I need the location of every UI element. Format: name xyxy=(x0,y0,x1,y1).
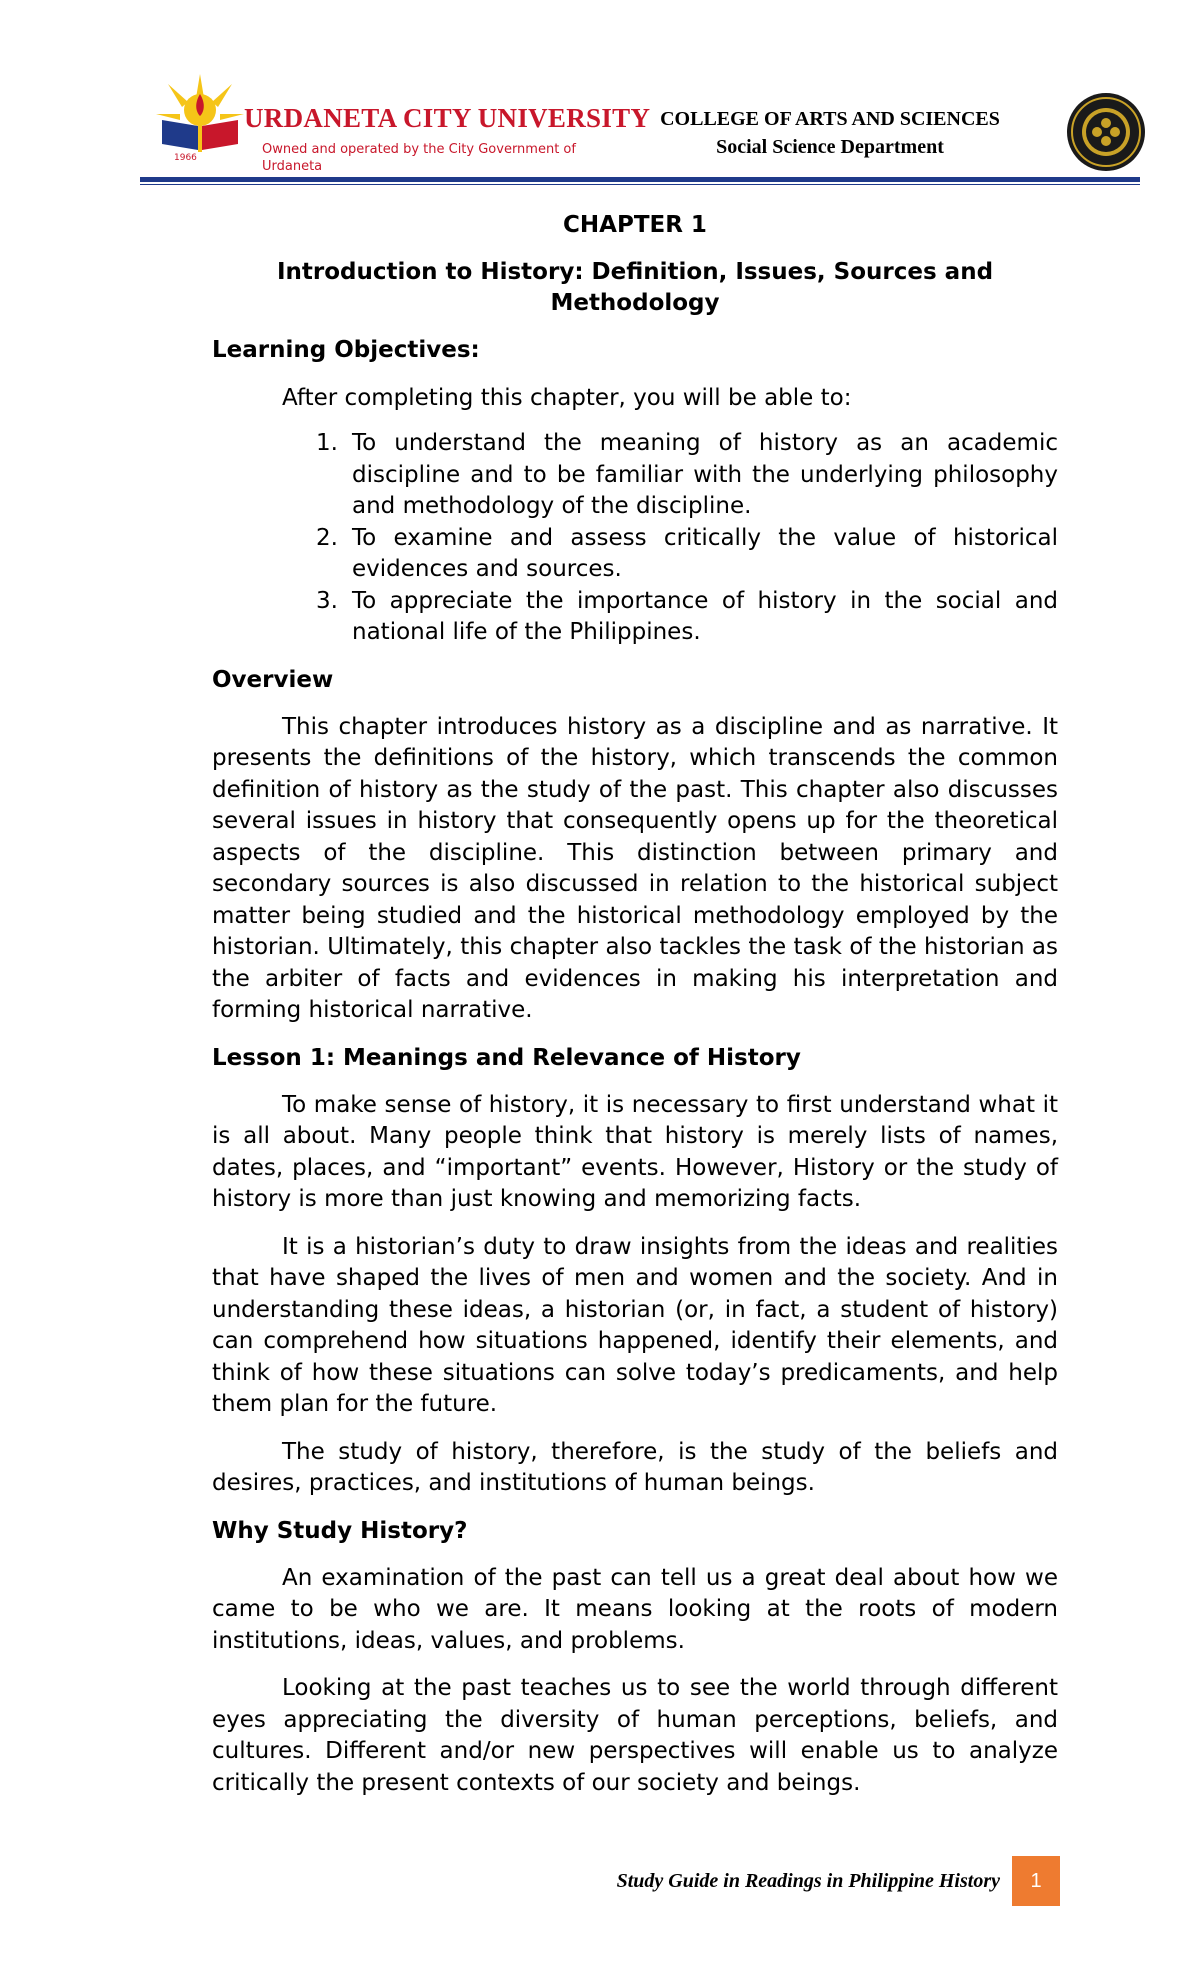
overview-heading: Overview xyxy=(212,666,334,693)
objective-number: 2. xyxy=(316,524,338,551)
lesson1-paragraph: It is a historian’s duty to draw insights from the ideas and realities that have shaped the lives of men and women and the society. And in understanding these ideas, a historian (or, in fact, a student of history) can comprehend how situations happened, identify their elements, and think of how these situations can solve today’s predicaments, and help them plan for the future. xyxy=(212,1233,1058,1417)
overview-paragraph: This chapter introduces history as a discipline and as narrative. It presents the definitions of the history, which transcends the common definition of history as the study of the past. This chapter also discusses several issues in history that consequently opens up for the theoretical aspects of the discipline. This distinction between primary and secondary sources is also discussed in relation to the historical subject matter being studied and the historical methodology employed by the historian. Ultimately, this chapter also tackles the task of the historian as the arbiter of facts and evidences in making his interpretation and forming historical narrative. xyxy=(212,713,1058,1023)
university-subtitle: Owned and operated by the City Government of Urdaneta xyxy=(262,142,576,174)
objectives-intro: After completing this chapter, you will be able to: xyxy=(282,385,852,411)
page-number: 1 xyxy=(1012,1856,1060,1906)
header-rule-thin xyxy=(140,184,1140,185)
why-study-paragraph: Looking at the past teaches us to see the world through different eyes appreciating the diversity of human perceptions, beliefs, and cultures. Different and/or new perspectives will enable us to analyze critically the present contexts of our society and beings. xyxy=(212,1675,1058,1796)
objective-number: 3. xyxy=(316,587,338,614)
objective-text: To appreciate the importance of history in the social and national life of the Philippines. xyxy=(352,587,1058,645)
chapter-label: CHAPTER 1 xyxy=(563,212,707,238)
document-body xyxy=(212,208,1058,1799)
objectives-heading: Learning Objectives: xyxy=(212,337,480,363)
university-logo xyxy=(154,72,246,164)
chapter-title: Introduction to History: Definition, Issues, Sources and Methodology xyxy=(276,259,994,316)
objective-text: To examine and assess critically the value of historical evidences and sources. xyxy=(352,524,1058,582)
objectives-list xyxy=(212,428,1058,649)
why-study-heading: Why Study History? xyxy=(212,1517,468,1544)
objective-text: To understand the meaning of history as an academic discipline and to be familiar with the underlying philosophy and methodology of the discipline. xyxy=(352,430,1058,519)
university-name: URDANETA CITY UNIVERSITY xyxy=(244,103,651,133)
header-rule xyxy=(140,177,1140,182)
page-header xyxy=(0,0,1200,190)
lesson1-paragraph: The study of history, therefore, is the study of the beliefs and desires, practices, and institutions of human beings. xyxy=(212,1438,1058,1496)
objective-number: 1. xyxy=(316,430,338,456)
lesson1-paragraph: To make sense of history, it is necessary to first understand what it is all about. Many people think that history is merely lists of names, dates, places, and “important” events. However, History or the study of history is more than just knowing and memorizing facts. xyxy=(212,1091,1058,1212)
college-seal xyxy=(1066,92,1146,172)
lesson1-heading: Lesson 1: Meanings and Relevance of History xyxy=(212,1044,801,1071)
objective-item xyxy=(316,586,1058,649)
objective-item xyxy=(316,428,1058,523)
college-name: COLLEGE OF ARTS AND SCIENCES xyxy=(660,108,1000,130)
logo-year: 1966 xyxy=(174,153,197,163)
why-study-paragraph: An examination of the past can tell us a great deal about how we came to be who we are. It means looking at the roots of modern institutions, ideas, values, and problems. xyxy=(212,1564,1058,1654)
footer-title: Study Guide in Readings in Philippine History xyxy=(616,1870,1000,1892)
objective-item xyxy=(316,523,1058,586)
department-name: Social Science Department xyxy=(716,136,944,158)
